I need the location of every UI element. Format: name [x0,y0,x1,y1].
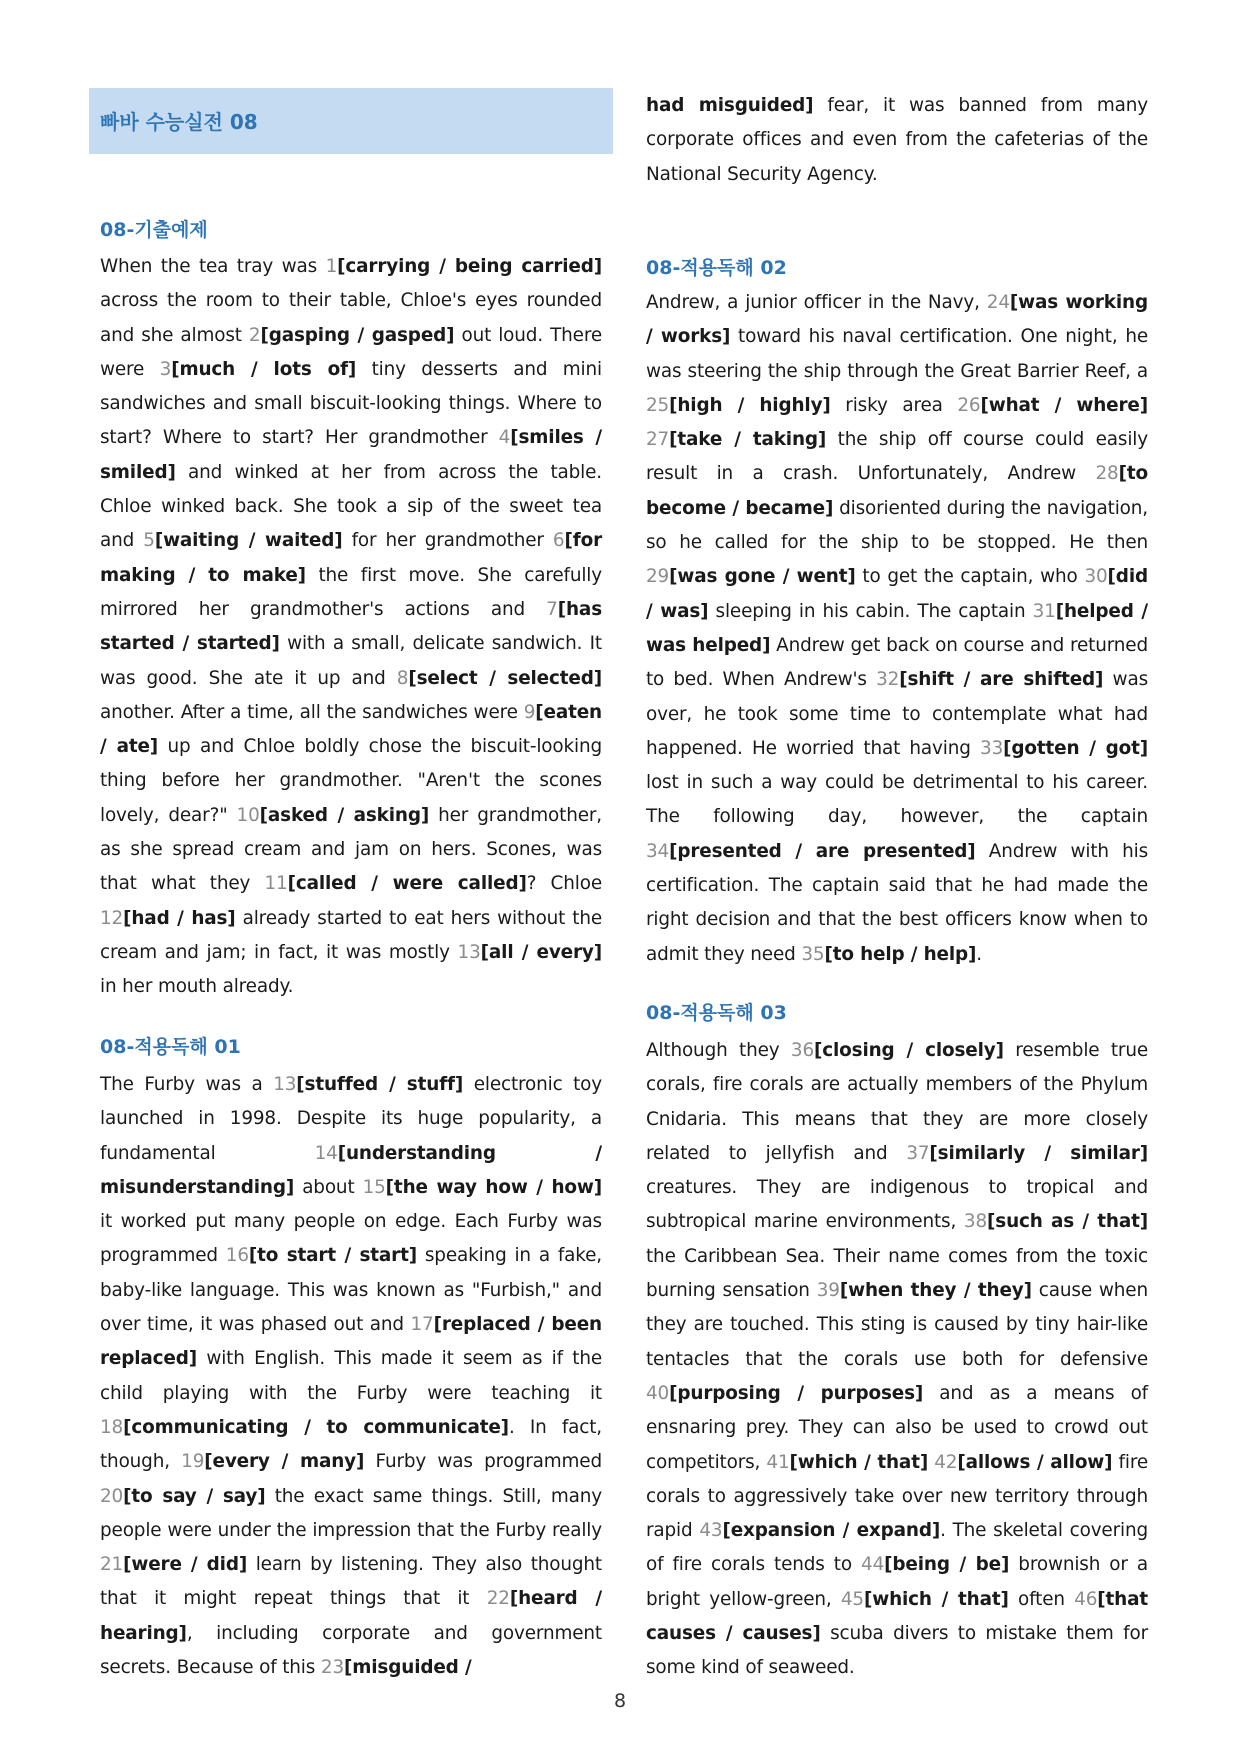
answer-choice: [stuffed / stuff] [296,1074,464,1095]
question-number: 13 [457,941,481,963]
passage-text: risky area [830,394,958,416]
question-number: 1 [325,256,338,277]
answer-choice: [communicating / to communicate] [123,1416,509,1438]
passage-text: and winked at her from across the table. Chloe winked back. She took a sip of the sweet tea and [100,461,602,552]
section-heading-reading-02: 08-적용독해 02 [646,257,787,279]
passage-text: ? Chloe [526,873,602,895]
question-number: 40 [646,1382,670,1404]
passage-reading-02 [646,286,1148,972]
answer-choice: [gasping / gasped] [260,324,455,346]
passage-text: electronic toy launched in 1998. Despite its huge popularity, a fundamental [100,1074,602,1164]
passage-text: scuba divers to mistake them for some kind of seaweed. [646,1623,1148,1679]
answer-choice: [expansion / expand] [722,1520,941,1542]
passage-text: with English. This made it seem as if the child playing with the Furby were teaching it [100,1348,602,1404]
answer-choice: [carrying / being carried] [337,256,602,277]
question-number: 35 [801,943,825,965]
answer-choice: [was gone / went] [669,566,856,588]
passage-text: learn by listening. They also thought that it might repeat things that it [100,1554,602,1610]
answer-choice: [all / every] [480,941,602,963]
question-number: 20 [100,1485,124,1507]
passage-text: out loud. There were [100,324,603,380]
answer-choice: [being / be] [884,1554,1010,1576]
passage-text: across the room to their table, Chloe's eyes rounded and she almost [100,290,602,346]
question-number: 4 [498,427,511,449]
question-number: 32 [876,669,900,691]
question-number: 8 [396,667,409,689]
question-number: 11 [264,873,288,895]
page-number: 8 [613,1690,627,1712]
answer-choice: had misguided] [646,95,814,116]
answer-choice: [to start / start] [248,1245,417,1267]
question-number: 6 [552,530,565,552]
question-number: 46 [1074,1588,1098,1610]
passage-text: , including corporate and government secrets. Because of this [100,1622,602,1679]
question-number: 29 [646,566,670,588]
answer-choice: [which / that] [789,1451,929,1473]
answer-choice: [has started / started] [100,598,602,655]
section-heading-reading-03: 08-적용독해 03 [646,1002,787,1024]
answer-choice: [when they / they] [839,1280,1032,1302]
answer-choice: [shift / are shifted] [899,669,1104,691]
question-number: 26 [957,394,981,416]
passage-text: the first move. She carefully mirrored her grandmother's actions and [100,564,602,620]
answer-choice: [eaten / ate] [100,701,602,758]
answer-choice: [asked / asking] [259,804,430,826]
passage-text: . The skeletal covering of fire corals tends to [646,1520,1148,1576]
passage-text: with a small, delicate sandwich. It was good. She ate it up and [100,633,602,689]
passage-text: resemble true corals, fire corals are actually members of the Phylum Cnidaria. This means that they are more closely related to jellyfish and [646,1040,1149,1164]
answer-choice: [closing / closely] [814,1040,1004,1061]
answer-choice: [the way how / how] [385,1176,602,1198]
passage-text: brownish or a bright yellow-green, [646,1554,1148,1610]
answer-choice: [purposing / purposes] [669,1382,924,1404]
answer-choice: [allows / allow] [957,1451,1113,1473]
passage-text: up and Chloe boldly chose the biscuit-looking thing before her grandmother. "Aren't the scones lovely, dear?" [100,736,602,826]
passage-text: sleeping in his cabin. The captain [708,600,1033,622]
passage-text: fear, it was banned from many corporate offices and even from the cafeterias of the National Security Agency. [646,95,1148,185]
passage-text: for her grandmother [342,530,553,552]
passage-text: disoriented during the navigation, so he called for the ship to be stopped. He then [646,497,1148,554]
question-number: 22 [486,1588,510,1610]
passage-text: Andrew get back on course and returned to bed. When Andrew's [646,634,1148,691]
passage-text: fire corals to aggressively take over new territory through rapid [646,1451,1149,1542]
passage-text: . In fact, though, [100,1416,603,1473]
question-number: 30 [1084,566,1108,588]
answer-choice: [to help / help] [824,943,977,965]
answer-choice: [misguided / [344,1657,472,1679]
passage-text: the exact same things. Still, many people were under the impression that the Furby really [100,1485,602,1541]
question-number: 12 [100,907,124,929]
answer-choice: [for making / to make] [100,530,602,586]
question-number: 5 [143,530,155,552]
question-number: 38 [963,1211,988,1233]
question-number: 17 [410,1314,434,1336]
passage-text: the Caribbean Sea. Their name comes from the toxic burning sensation [646,1245,1148,1302]
question-number: 15 [362,1176,386,1198]
passage-text: her grandmother, as she spread cream and jam on hers. Scones, was that what they [100,804,602,895]
answer-choice: [were / did] [123,1554,248,1576]
answer-choice: [had / has] [123,907,236,929]
question-number: 23 [320,1657,345,1679]
answer-choice: [select / selected] [408,667,602,689]
question-number: 39 [816,1280,840,1302]
section-heading-example: 08-기출예제 [100,219,208,241]
question-number: 34 [646,840,670,862]
passage-text: was over, he took some time to contemplate what had happened. He worried that having [646,669,1148,759]
question-number: 14 [314,1142,338,1164]
passage-reading-03 [646,1034,1148,1686]
answer-choice: [every / many] [204,1451,365,1473]
question-number: 7 [546,598,558,620]
answer-choice: [understanding / misunderstanding] [100,1142,602,1198]
passage-text: The Furby was a [100,1074,274,1095]
question-number: 33 [980,737,1004,759]
passage-text: to get the captain, who [855,566,1085,588]
passage-text: and as a means of ensnaring prey. They can also be used to crowd out competitors, [646,1382,1149,1473]
page-title: 빠바 수능실전 08 [100,110,258,134]
passage-text: already started to eat hers without the cream and jam; in fact, it was mostly [100,907,602,963]
question-number: 45 [840,1588,864,1610]
passage-text: cause when they are touched. This sting is caused by tiny hair-like tentacles that the corals use both for defensive [646,1280,1148,1370]
question-number: 28 [1095,463,1119,485]
question-number: 2 [248,324,261,346]
question-number: 43 [699,1520,723,1542]
answer-choice: [much / lots of] [171,358,357,380]
question-number: 36 [790,1040,815,1061]
answer-choice: [presented / are presented] [669,840,976,862]
question-number: 44 [861,1554,885,1576]
answer-choice: [similarly / similar] [929,1142,1149,1164]
answer-choice: [to become / became] [646,463,1148,519]
section-heading-reading-01: 08-적용독해 01 [100,1036,241,1058]
question-number: 18 [100,1416,124,1438]
question-number: 16 [225,1245,249,1267]
passage-example [100,250,602,1005]
question-number: 9 [523,701,536,723]
passage-text: Andrew with his certification. The captain said that he had made the right decision and that the best officers know when to admit they need [646,840,1148,965]
question-number: 21 [100,1554,124,1576]
question-number: 25 [646,394,670,416]
answer-choice: [smiles / smiled] [100,427,602,483]
answer-choice: [waiting / waited] [154,530,343,552]
passage-text: lost in such a way could be detrimental to his career. The following day, however, the captain [646,772,1148,828]
question-number: 37 [906,1142,930,1164]
question-number: 3 [159,358,172,380]
passage-reading-01-continued [646,89,1148,192]
answer-choice: [what / where] [980,394,1148,416]
question-number: 31 [1032,600,1056,622]
answer-choice: [that causes / causes] [646,1588,1149,1645]
answer-choice: [replaced / been replaced] [100,1314,602,1370]
passage-text: it worked put many people on edge. Each Furby was programmed [100,1211,602,1267]
passage-text: Andrew, a junior officer in the Navy, [646,292,987,313]
passage-text: creatures. They are indigenous to tropical and subtropical marine environments, [646,1177,1148,1233]
passage-text: another. After a time, all the sandwiches were [100,701,524,723]
answer-choice: [did / was] [646,566,1148,622]
question-number: 41 [766,1451,790,1473]
passage-reading-01 [100,1068,602,1685]
answer-choice: [gotten / got] [1003,737,1148,759]
question-number: 13 [273,1074,297,1095]
passage-text: tiny desserts and mini sandwiches and small biscuit-looking things. Where to start? Where to start? Her grandmother [100,358,602,449]
passage-text: in her mouth already. [100,976,294,998]
answer-choice: [helped / was helped] [646,600,1148,656]
question-number: 10 [236,804,260,826]
answer-choice: [to say / say] [123,1485,266,1507]
answer-choice: [was working / works] [646,292,1148,348]
passage-text: Furby was programmed [364,1451,602,1473]
answer-choice: [heard / hearing] [100,1588,602,1644]
passage-text: often [1008,1588,1075,1610]
answer-choice: [called / were called] [287,873,527,895]
passage-text: When the tea tray was [100,256,326,277]
passage-text: Although they [646,1040,791,1061]
passage-text: about [294,1176,363,1198]
answer-choice: [take / taking] [669,429,827,451]
question-number: 27 [646,429,670,451]
passage-text: toward his naval certification. One night, he was steering the ship through the Great Barrier Reef, a [646,326,1148,382]
answer-choice: [high / highly] [669,394,831,416]
question-number: 19 [181,1451,205,1473]
passage-text: speaking in a fake, baby-like language. This was known as "Furbish," and over time, it was phased out and [100,1245,602,1336]
passage-text: . [976,943,982,965]
answer-choice: [which / that] [863,1588,1009,1610]
answer-choice: [such as / that] [987,1211,1148,1233]
question-number: 42 [934,1451,958,1473]
question-number: 24 [986,292,1010,313]
passage-text: the ship off course could easily result in a crash. Unfortunately, Andrew [646,429,1148,485]
